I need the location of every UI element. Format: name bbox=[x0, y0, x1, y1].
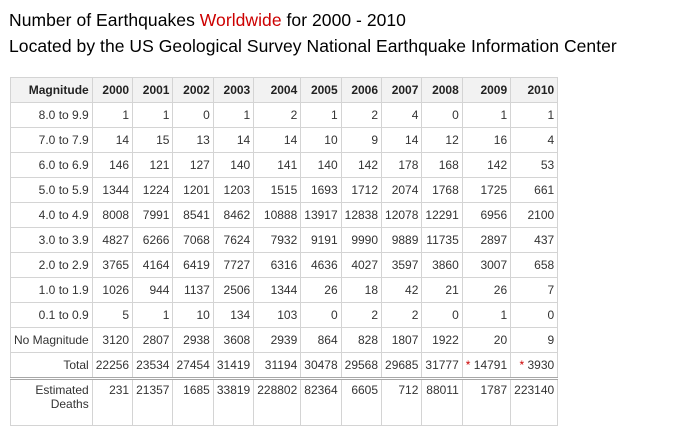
magnitude-label: 2.0 to 2.9 bbox=[11, 253, 93, 278]
count-cell: 1203 bbox=[213, 178, 253, 203]
count-cell: 6316 bbox=[254, 253, 301, 278]
count-cell: 1 bbox=[92, 103, 132, 128]
table-row bbox=[11, 328, 558, 353]
total-cell bbox=[254, 353, 301, 379]
count-cell: 42 bbox=[382, 278, 422, 303]
total-value: 31777 bbox=[425, 358, 459, 372]
count-cell: 10 bbox=[173, 303, 213, 328]
header-magnitude: Magnitude bbox=[11, 78, 93, 103]
deaths-cell: 712 bbox=[382, 379, 422, 426]
table-row bbox=[11, 128, 558, 153]
magnitude-label: No Magnitude bbox=[11, 328, 93, 353]
count-cell: 2938 bbox=[173, 328, 213, 353]
count-cell: 9990 bbox=[341, 228, 381, 253]
count-cell: 437 bbox=[511, 228, 558, 253]
header-year: 2008 bbox=[422, 78, 462, 103]
count-cell: 53 bbox=[511, 153, 558, 178]
total-cell bbox=[382, 353, 422, 379]
count-cell: 9 bbox=[511, 328, 558, 353]
count-cell: 168 bbox=[422, 153, 462, 178]
total-value: 3930 bbox=[527, 358, 555, 372]
total-value: 31194 bbox=[264, 358, 298, 372]
count-cell: 1224 bbox=[133, 178, 173, 203]
count-cell: 658 bbox=[511, 253, 558, 278]
count-cell: 127 bbox=[173, 153, 213, 178]
count-cell: 7068 bbox=[173, 228, 213, 253]
count-cell: 1515 bbox=[254, 178, 301, 203]
count-cell: 1 bbox=[462, 103, 510, 128]
count-cell: 828 bbox=[341, 328, 381, 353]
total-cell bbox=[173, 353, 213, 379]
count-cell: 13917 bbox=[301, 203, 341, 228]
count-cell: 4164 bbox=[133, 253, 173, 278]
count-cell: 2100 bbox=[511, 203, 558, 228]
count-cell: 1768 bbox=[422, 178, 462, 203]
count-cell: 10888 bbox=[254, 203, 301, 228]
count-cell: 3597 bbox=[382, 253, 422, 278]
total-value: 23534 bbox=[136, 358, 170, 372]
count-cell: 661 bbox=[511, 178, 558, 203]
count-cell: 12838 bbox=[341, 203, 381, 228]
estimate-star: * bbox=[465, 358, 471, 372]
count-cell: 0 bbox=[301, 303, 341, 328]
count-cell: 5 bbox=[92, 303, 132, 328]
count-cell: 15 bbox=[133, 128, 173, 153]
total-value: 30478 bbox=[304, 358, 338, 372]
count-cell: 3608 bbox=[213, 328, 253, 353]
table-row bbox=[11, 228, 558, 253]
count-cell: 1 bbox=[133, 103, 173, 128]
count-cell: 1693 bbox=[301, 178, 341, 203]
page-title bbox=[9, 7, 617, 33]
table-row bbox=[11, 303, 558, 328]
count-cell: 0 bbox=[422, 303, 462, 328]
count-cell: 103 bbox=[254, 303, 301, 328]
deaths-label-line1: Estimated bbox=[35, 383, 89, 397]
count-cell: 7932 bbox=[254, 228, 301, 253]
count-cell: 4 bbox=[382, 103, 422, 128]
deaths-cell: 88011 bbox=[422, 379, 462, 426]
count-cell: 26 bbox=[462, 278, 510, 303]
magnitude-label: 4.0 to 4.9 bbox=[11, 203, 93, 228]
title-highlight-worldwide: Worldwide bbox=[199, 10, 282, 30]
count-cell: 20 bbox=[462, 328, 510, 353]
total-cell bbox=[422, 353, 462, 379]
magnitude-label: 7.0 to 7.9 bbox=[11, 128, 93, 153]
total-label: Total bbox=[11, 353, 93, 379]
count-cell: 2939 bbox=[254, 328, 301, 353]
total-value: 29568 bbox=[344, 358, 379, 372]
count-cell: 12078 bbox=[382, 203, 422, 228]
total-cell bbox=[511, 353, 558, 379]
header-year: 2001 bbox=[133, 78, 173, 103]
total-value: 14791 bbox=[473, 358, 508, 372]
deaths-cell: 82364 bbox=[301, 379, 341, 426]
count-cell: 1344 bbox=[254, 278, 301, 303]
count-cell: 0 bbox=[173, 103, 213, 128]
magnitude-label: 1.0 to 1.9 bbox=[11, 278, 93, 303]
deaths-cell: 223140 bbox=[511, 379, 558, 426]
count-cell: 140 bbox=[213, 153, 253, 178]
earthquake-table bbox=[10, 77, 558, 426]
count-cell: 7991 bbox=[133, 203, 173, 228]
count-cell: 14 bbox=[382, 128, 422, 153]
count-cell: 1 bbox=[511, 103, 558, 128]
total-value: 22256 bbox=[95, 358, 130, 372]
count-cell: 16 bbox=[462, 128, 510, 153]
count-cell: 2 bbox=[382, 303, 422, 328]
count-cell: 9889 bbox=[382, 228, 422, 253]
total-cell bbox=[462, 353, 510, 379]
count-cell: 14 bbox=[254, 128, 301, 153]
count-cell: 1922 bbox=[422, 328, 462, 353]
deaths-row bbox=[11, 379, 558, 426]
count-cell: 2506 bbox=[213, 278, 253, 303]
count-cell: 1026 bbox=[92, 278, 132, 303]
table-row bbox=[11, 253, 558, 278]
deaths-cell: 228802 bbox=[254, 379, 301, 426]
header-year: 2007 bbox=[382, 78, 422, 103]
count-cell: 1712 bbox=[341, 178, 381, 203]
header-year: 2004 bbox=[254, 78, 301, 103]
count-cell: 0 bbox=[422, 103, 462, 128]
count-cell: 1137 bbox=[173, 278, 213, 303]
total-cell bbox=[133, 353, 173, 379]
count-cell: 3007 bbox=[462, 253, 510, 278]
count-cell: 12 bbox=[422, 128, 462, 153]
deaths-cell: 6605 bbox=[341, 379, 381, 426]
count-cell: 1725 bbox=[462, 178, 510, 203]
count-cell: 2074 bbox=[382, 178, 422, 203]
count-cell: 3765 bbox=[92, 253, 132, 278]
deaths-cell: 1685 bbox=[173, 379, 213, 426]
count-cell: 8541 bbox=[173, 203, 213, 228]
deaths-cell: 21357 bbox=[133, 379, 173, 426]
count-cell: 2897 bbox=[462, 228, 510, 253]
count-cell: 1 bbox=[301, 103, 341, 128]
count-cell: 9 bbox=[341, 128, 381, 153]
count-cell: 178 bbox=[382, 153, 422, 178]
count-cell: 14 bbox=[92, 128, 132, 153]
count-cell: 944 bbox=[133, 278, 173, 303]
count-cell: 9191 bbox=[301, 228, 341, 253]
count-cell: 7624 bbox=[213, 228, 253, 253]
total-value: 27454 bbox=[176, 358, 210, 372]
table-header-row bbox=[11, 78, 558, 103]
header-year: 2006 bbox=[341, 78, 381, 103]
header-year: 2003 bbox=[213, 78, 253, 103]
header-year: 2002 bbox=[173, 78, 213, 103]
header-year: 2009 bbox=[462, 78, 510, 103]
table-row bbox=[11, 278, 558, 303]
count-cell: 18 bbox=[341, 278, 381, 303]
deaths-label bbox=[11, 379, 93, 426]
count-cell: 8462 bbox=[213, 203, 253, 228]
title-suffix: for 2000 - 2010 bbox=[281, 10, 406, 30]
total-cell bbox=[92, 353, 132, 379]
header-year: 2005 bbox=[301, 78, 341, 103]
deaths-cell: 1787 bbox=[462, 379, 510, 426]
count-cell: 121 bbox=[133, 153, 173, 178]
header-year: 2010 bbox=[511, 78, 558, 103]
count-cell: 11735 bbox=[422, 228, 462, 253]
count-cell: 12291 bbox=[422, 203, 462, 228]
count-cell: 13 bbox=[173, 128, 213, 153]
deaths-cell: 231 bbox=[92, 379, 132, 426]
count-cell: 142 bbox=[341, 153, 381, 178]
count-cell: 1807 bbox=[382, 328, 422, 353]
count-cell: 4027 bbox=[341, 253, 381, 278]
total-cell bbox=[341, 353, 381, 379]
count-cell: 141 bbox=[254, 153, 301, 178]
magnitude-label: 0.1 to 0.9 bbox=[11, 303, 93, 328]
total-row bbox=[11, 353, 558, 379]
table-row bbox=[11, 153, 558, 178]
magnitude-label: 3.0 to 3.9 bbox=[11, 228, 93, 253]
count-cell: 2 bbox=[341, 103, 381, 128]
count-cell: 6419 bbox=[173, 253, 213, 278]
magnitude-label: 8.0 to 9.9 bbox=[11, 103, 93, 128]
table-row bbox=[11, 103, 558, 128]
count-cell: 140 bbox=[301, 153, 341, 178]
header-year: 2000 bbox=[92, 78, 132, 103]
count-cell: 3120 bbox=[92, 328, 132, 353]
count-cell: 1 bbox=[133, 303, 173, 328]
table-row bbox=[11, 203, 558, 228]
count-cell: 7727 bbox=[213, 253, 253, 278]
count-cell: 0 bbox=[511, 303, 558, 328]
count-cell: 146 bbox=[92, 153, 132, 178]
count-cell: 1 bbox=[213, 103, 253, 128]
title-prefix: Number of Earthquakes bbox=[9, 10, 200, 30]
count-cell: 2807 bbox=[133, 328, 173, 353]
count-cell: 26 bbox=[301, 278, 341, 303]
count-cell: 864 bbox=[301, 328, 341, 353]
count-cell: 1344 bbox=[92, 178, 132, 203]
estimate-star: * bbox=[519, 358, 525, 372]
count-cell: 2 bbox=[341, 303, 381, 328]
count-cell: 3860 bbox=[422, 253, 462, 278]
deaths-cell: 33819 bbox=[213, 379, 253, 426]
count-cell: 2 bbox=[254, 103, 301, 128]
magnitude-label: 5.0 to 5.9 bbox=[11, 178, 93, 203]
count-cell: 21 bbox=[422, 278, 462, 303]
deaths-label-line2: Deaths bbox=[50, 397, 89, 411]
count-cell: 8008 bbox=[92, 203, 132, 228]
page-subtitle: Located by the US Geological Survey National Earthquake Information Center bbox=[9, 36, 617, 56]
page-heading bbox=[9, 7, 617, 59]
total-value: 31419 bbox=[216, 358, 251, 372]
count-cell: 14 bbox=[213, 128, 253, 153]
count-cell: 134 bbox=[213, 303, 253, 328]
total-cell bbox=[301, 353, 341, 379]
table-row bbox=[11, 178, 558, 203]
count-cell: 1 bbox=[462, 303, 510, 328]
count-cell: 4 bbox=[511, 128, 558, 153]
count-cell: 4636 bbox=[301, 253, 341, 278]
count-cell: 6266 bbox=[133, 228, 173, 253]
count-cell: 6956 bbox=[462, 203, 510, 228]
total-cell bbox=[213, 353, 253, 379]
count-cell: 1201 bbox=[173, 178, 213, 203]
count-cell: 4827 bbox=[92, 228, 132, 253]
total-value: 29685 bbox=[385, 358, 419, 372]
magnitude-label: 6.0 to 6.9 bbox=[11, 153, 93, 178]
count-cell: 142 bbox=[462, 153, 510, 178]
count-cell: 7 bbox=[511, 278, 558, 303]
count-cell: 10 bbox=[301, 128, 341, 153]
